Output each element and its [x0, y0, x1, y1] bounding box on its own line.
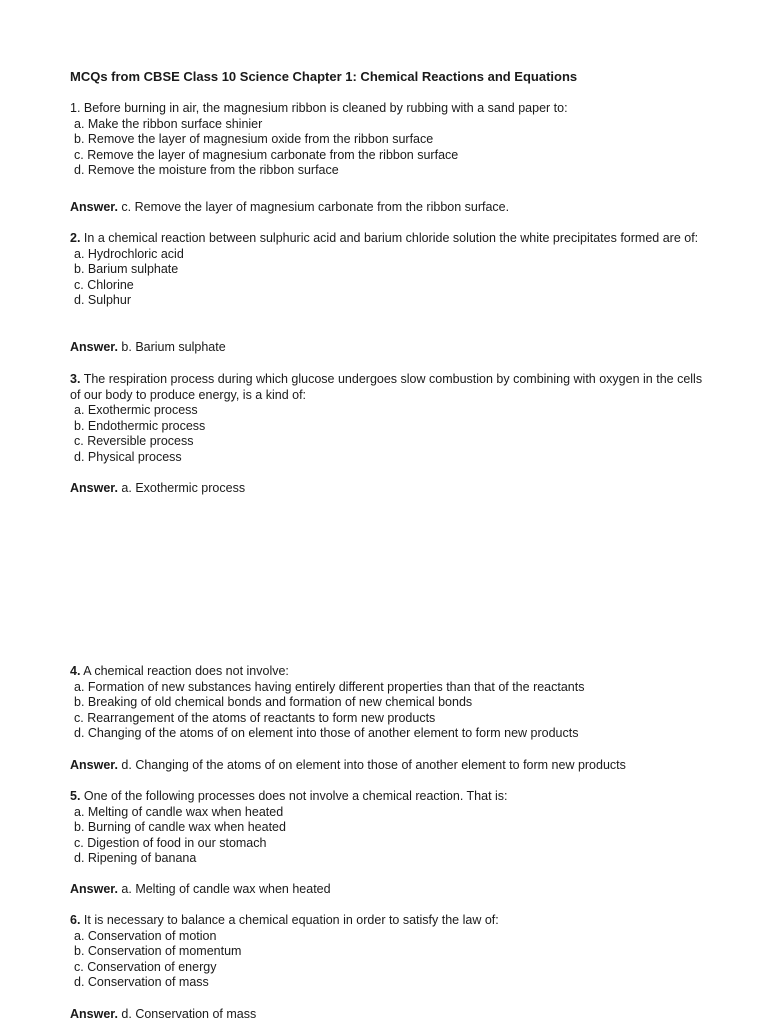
question-4: [70, 664, 710, 742]
answer-2-text: b. Barium sulphate: [121, 340, 226, 354]
answer-6-text: d. Conservation of mass: [121, 1007, 257, 1021]
question-3-option-d: d. Physical process: [74, 449, 182, 464]
question-3-option-c: c. Reversible process: [74, 434, 194, 449]
question-1-option-a: a. Make the ribbon surface shinier: [74, 116, 263, 131]
question-5-number: 5.: [70, 789, 81, 803]
question-3-option-b: b. Endothermic process: [74, 418, 206, 433]
answer-1-text: c. Remove the layer of magnesium carbonate from the ribbon surface.: [121, 200, 510, 214]
question-4-number: 4.: [70, 664, 81, 678]
question-1-option-c: c. Remove the layer of magnesium carbonate from the ribbon surface: [74, 147, 459, 162]
question-6-number: 6.: [70, 913, 81, 927]
answer-4: [70, 758, 626, 774]
question-3-option-a: a. Exothermic process: [74, 403, 198, 418]
question-2-option-b: b. Barium sulphate: [74, 262, 179, 277]
question-3-text: 3. The respiration process during which glucose undergoes slow combustion by combining with oxygen in the cells of our body to produce energy, is a kind of:: [70, 372, 703, 402]
question-5: [70, 789, 710, 867]
question-6-option-c: c. Conservation of energy: [74, 959, 217, 974]
question-3-number: 3.: [70, 372, 81, 386]
answer-3-text: a. Exothermic process: [121, 481, 246, 495]
question-5-option-b: b. Burning of candle wax when heated: [74, 820, 286, 835]
question-4-text: 4. A chemical reaction does not involve:: [70, 664, 289, 678]
question-2: [70, 231, 710, 309]
answer-5: [70, 882, 331, 898]
question-2-option-a: a. Hydrochloric acid: [74, 246, 184, 261]
answer-5-text: a. Melting of candle wax when heated: [121, 882, 331, 896]
question-4-option-c: c. Rearrangement of the atoms of reactants to form new products: [74, 710, 436, 725]
answer-1-label: Answer.: [70, 200, 118, 214]
question-6: [70, 913, 710, 991]
question-1-option-b: b. Remove the layer of magnesium oxide from the ribbon surface: [74, 132, 434, 147]
question-1-number: 1.: [70, 101, 81, 115]
question-5-option-a: a. Melting of candle wax when heated: [74, 804, 284, 819]
answer-2-label: Answer.: [70, 340, 118, 354]
question-6-option-b: b. Conservation of momentum: [74, 944, 242, 959]
page-title: MCQs from CBSE Class 10 Science Chapter 1: Chemical Reactions and Equations: [70, 69, 578, 84]
question-4-option-b: b. Breaking of old chemical bonds and formation of new chemical bonds: [74, 695, 473, 710]
answer-6-label: Answer.: [70, 1007, 118, 1021]
question-1-option-d: d. Remove the moisture from the ribbon surface: [74, 163, 339, 178]
answer-2: [70, 340, 226, 356]
question-1: [70, 101, 710, 179]
question-2-number: 2.: [70, 231, 81, 245]
question-5-option-c: c. Digestion of food in our stomach: [74, 835, 267, 850]
question-4-option-d: d. Changing of the atoms of on element into those of another element to form new products: [74, 726, 579, 741]
answer-6: [70, 1007, 256, 1023]
question-6-text: 6. It is necessary to balance a chemical equation in order to satisfy the law of:: [70, 913, 499, 927]
question-4-option-a: a. Formation of new substances having entirely different properties than that of the reactants: [74, 679, 585, 694]
answer-4-label: Answer.: [70, 758, 118, 772]
question-5-text: 5. One of the following processes does not involve a chemical reaction. That is:: [70, 789, 508, 803]
question-6-option-a: a. Conservation of motion: [74, 928, 217, 943]
question-2-text: 2. In a chemical reaction between sulphuric acid and barium chloride solution the white precipitates formed are of:: [70, 231, 699, 245]
question-3: [70, 372, 710, 466]
answer-1: [70, 200, 509, 216]
answer-3-label: Answer.: [70, 481, 118, 495]
answer-4-text: d. Changing of the atoms of on element into those of another element to form new products: [121, 758, 626, 772]
question-5-option-d: d. Ripening of banana: [74, 851, 197, 866]
answer-3: [70, 481, 245, 497]
question-2-option-d: d. Sulphur: [74, 293, 131, 308]
question-1-text: 1. Before burning in air, the magnesium ribbon is cleaned by rubbing with a sand paper to:: [70, 101, 568, 115]
question-6-option-d: d. Conservation of mass: [74, 975, 209, 990]
answer-5-label: Answer.: [70, 882, 118, 896]
question-2-option-c: c. Chlorine: [74, 277, 134, 292]
